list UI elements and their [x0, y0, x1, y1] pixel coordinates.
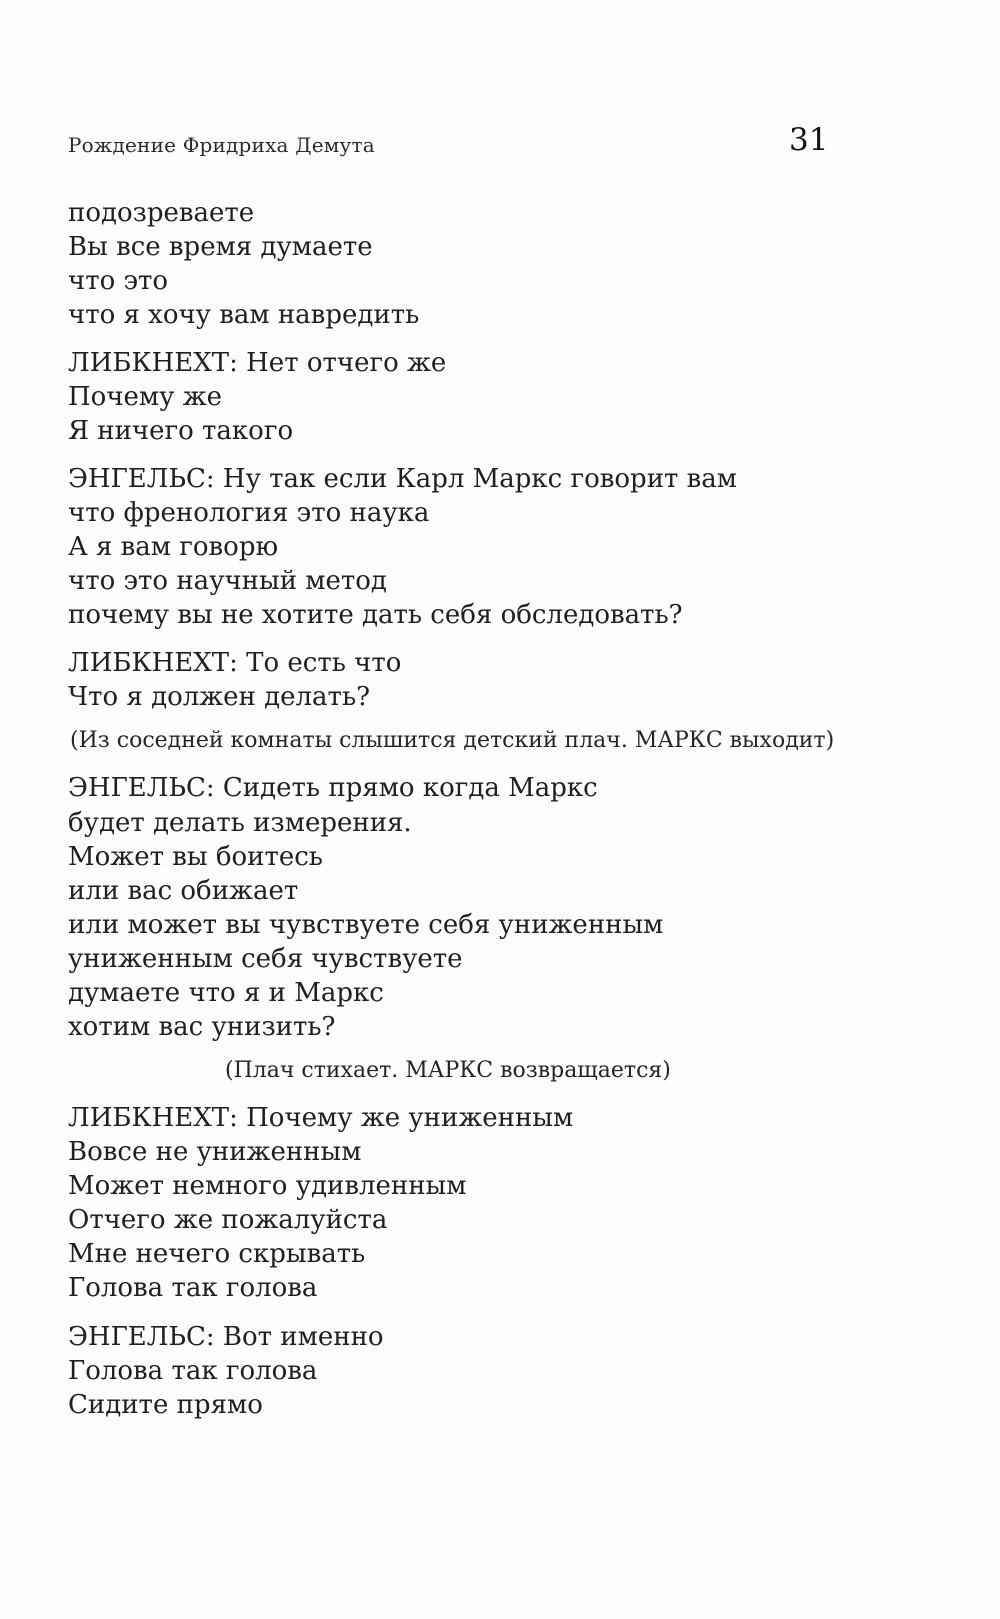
- text-line: или может вы чувствуете себя униженным: [68, 910, 664, 940]
- speaker-line: ЭНГЕЛЬС: Вот именно: [68, 1322, 384, 1352]
- text-line: Голова так голова: [68, 1356, 318, 1386]
- speaker-line: ЛИБКНЕХТ: Нет отчего же: [68, 348, 447, 378]
- speaker-line: ЭНГЕЛЬС: Ну так если Карл Маркс говорит вам: [68, 464, 738, 494]
- text-line: Отчего же пожалуйста: [68, 1205, 388, 1235]
- stage-direction: (Плач стихает. МАРКС возвращается): [225, 1058, 671, 1083]
- speaker-line: ЛИБКНЕХТ: Почему же униженным: [68, 1103, 574, 1133]
- text-line: думаете что я и Маркс: [68, 978, 384, 1008]
- text-line: хотим вас унизить?: [68, 1012, 336, 1042]
- speaker-line: ЛИБКНЕХТ: То есть что: [68, 648, 402, 678]
- text-line: что френология это наука: [68, 498, 430, 528]
- text-line: что я хочу вам навредить: [68, 300, 420, 330]
- speaker-line: ЭНГЕЛЬС: Сидеть прямо когда Маркс: [68, 773, 598, 803]
- stage-direction: (Из соседней комнаты слышится детский плач. МАРКС выходит): [70, 728, 835, 753]
- text-line: Что я должен делать?: [68, 682, 371, 712]
- text-line: или вас обижает: [68, 876, 299, 906]
- text-line: Почему же: [68, 382, 222, 412]
- text-line: Может немного удивленным: [68, 1171, 467, 1201]
- text-line: Я ничего такого: [68, 416, 294, 446]
- text-line: униженным себя чувствуете: [68, 944, 463, 974]
- text-line: что это научный метод: [68, 566, 387, 596]
- text-line: будет делать измерения.: [68, 808, 412, 838]
- text-line: почему вы не хотите дать себя обследовать?: [68, 600, 683, 630]
- running-head: Рождение Фридриха Демута: [68, 133, 375, 157]
- text-line: что это: [68, 266, 169, 296]
- text-line: Может вы боитесь: [68, 842, 323, 872]
- text-line: Мне нечего скрывать: [68, 1239, 366, 1269]
- text-line: А я вам говорю: [68, 532, 279, 562]
- text-line: подозреваете: [68, 198, 255, 228]
- page-number: 31: [789, 122, 829, 158]
- text-line: Сидите прямо: [68, 1390, 263, 1420]
- text-line: Голова так голова: [68, 1273, 318, 1303]
- text-line: Вы все время думаете: [68, 232, 373, 262]
- text-line: Вовсе не униженным: [68, 1137, 362, 1167]
